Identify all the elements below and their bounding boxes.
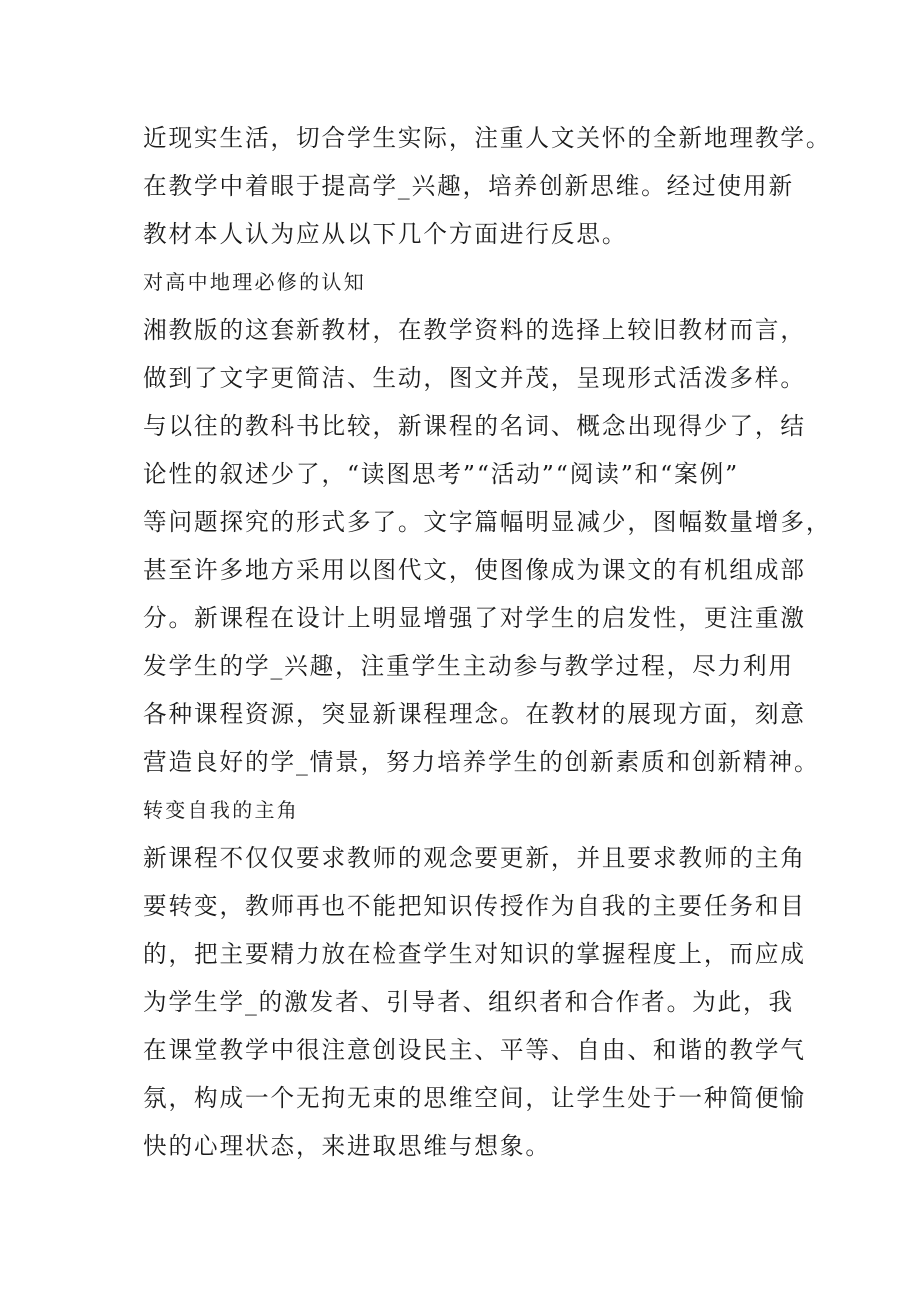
paragraph-1-line-3: 教材本人认为应从以下几个方面进行反思。 (143, 220, 628, 248)
paragraph-2-line-8: 发学生的学_兴趣，注重学生主动参与教学过程，尽力利用 (143, 652, 795, 680)
paragraph-2-line-7: 分。新课程在设计上明显增强了对学生的启发性，更注重激 (143, 604, 806, 632)
paragraph-3-line-7: 快的心理状态，来进取思维与想象。 (143, 1132, 551, 1160)
paragraph-2-line-3: 与以往的教科书比较，新课程的名词、概念出现得少了，结 (143, 412, 806, 440)
paragraph-2-line-10: 营造良好的学_情景，努力培养学生的创新素质和创新精神。 (143, 748, 820, 776)
paragraph-3-line-5: 在课堂教学中很注意创设民主、平等、自由、和谐的教学气 (143, 1036, 806, 1064)
paragraph-1-line-1: 近现实生活，切合学生实际，注重人文关怀的全新地理教学。 (143, 124, 832, 152)
paragraph-2-line-2: 做到了文字更简洁、生动，图文并茂，呈现形式活泼多样。 (143, 364, 806, 392)
paragraph-2-line-9: 各种课程资源，突显新课程理念。在教材的展现方面，刻意 (143, 700, 806, 728)
section-heading-cognition: 对高中地理必修的认知 (143, 270, 366, 294)
paragraph-3-line-6: 氛，构成一个无拘无束的思维空间，让学生处于一种简便愉 (143, 1084, 806, 1112)
paragraph-2-line-1: 湘教版的这套新教材，在教学资料的选择上较旧教材而言， (143, 316, 806, 344)
paragraph-2-line-4: 论性的叙述少了，“读图思考”“活动”“阅读”和“案例” (143, 460, 740, 488)
paragraph-3-line-4: 为学生学_的激发者、引导者、组织者和合作者。为此，我 (143, 988, 795, 1016)
paragraph-1-line-2: 在教学中着眼于提高学_兴趣，培养创新思维。经过使用新 (143, 172, 795, 200)
paragraph-3-line-3: 的，把主要精力放在检查学生对知识的掌握程度上，而应成 (143, 940, 806, 968)
section-heading-role-change: 转变自我的主角 (143, 798, 300, 822)
paragraph-2-line-5: 等问题探究的形式多了。文字篇幅明显减少，图幅数量增多， (143, 508, 832, 536)
paragraph-3-line-1: 新课程不仅仅要求教师的观念要更新，并且要求教师的主角 (143, 844, 806, 872)
paragraph-3-line-2: 要转变，教师再也不能把知识传授作为自我的主要任务和目 (143, 892, 806, 920)
paragraph-2-line-6: 甚至许多地方采用以图代文，使图像成为课文的有机组成部 (143, 556, 806, 584)
